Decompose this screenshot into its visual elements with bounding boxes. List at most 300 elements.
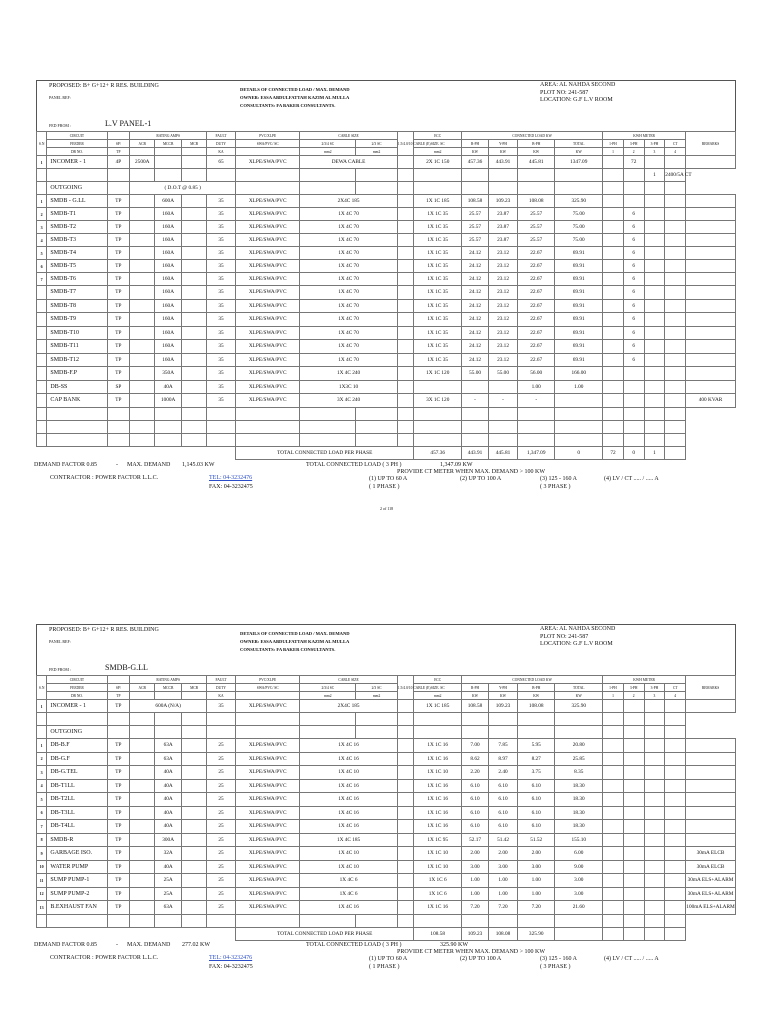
table-cell: 35	[207, 260, 236, 273]
table-cell	[155, 914, 182, 927]
table-cell	[665, 299, 686, 313]
col-rating-header: RATING AMPS	[130, 676, 207, 684]
table-cell	[665, 901, 686, 915]
table-cell: 25	[207, 739, 236, 753]
table-cell: 22.67	[518, 286, 555, 300]
table-cell	[236, 169, 300, 182]
table-cell: 25.57	[462, 221, 489, 234]
table-cell	[130, 847, 155, 861]
table-cell: mm2	[414, 148, 462, 156]
table-cell: 1,347.09	[518, 446, 555, 459]
max-demand-label: MAX. DEMAND	[127, 461, 171, 468]
table-cell: 69.91	[555, 273, 603, 286]
table-cell	[397, 260, 414, 273]
table-cell	[623, 766, 644, 780]
table-cell: 11	[37, 874, 47, 888]
table-cell: 1X 1C 35	[414, 340, 462, 354]
table-cell	[518, 713, 555, 726]
table-row	[37, 766, 736, 780]
location-line: LOCATION: G.F L.V ROOM	[540, 641, 613, 647]
table-cell	[623, 860, 644, 874]
table-cell: 22.67	[518, 299, 555, 313]
table-cell: 443.91	[489, 156, 518, 169]
table-cell	[397, 156, 414, 169]
table-cell	[489, 182, 518, 195]
table-cell	[155, 156, 182, 169]
total-label: TOTAL CONNECTED LOAD PER PHASE	[236, 446, 414, 459]
table-cell	[644, 700, 665, 713]
sheet-footer	[36, 460, 736, 498]
table-cell	[686, 326, 736, 340]
table-cell: 25	[207, 779, 236, 793]
table-cell: 25.57	[462, 208, 489, 221]
table-cell: 8	[37, 833, 47, 847]
table-cell	[644, 874, 665, 888]
table-cell	[603, 260, 624, 273]
table-cell: KW	[518, 692, 555, 700]
table-cell: 6	[623, 273, 644, 286]
table-cell	[665, 752, 686, 766]
table-cell: 1X 4C 70	[300, 234, 397, 247]
table-cell: 1X 4C 10	[300, 847, 397, 861]
table-cell: DUTY	[207, 684, 236, 692]
table-cell: 18.30	[555, 793, 603, 807]
table-cell	[182, 901, 207, 915]
feeder-name: WATER PUMP	[47, 860, 107, 874]
outgoing-row	[37, 726, 736, 739]
table-cell: 35	[207, 195, 236, 208]
feeder-name: SMDB-T11	[47, 340, 107, 354]
table-cell	[130, 901, 155, 915]
table-cell: 350A	[155, 367, 182, 381]
table-cell	[356, 420, 397, 433]
table-cell: 30mA ELS+ALARM	[686, 887, 736, 901]
one-phase: ( 1 PHASE )	[369, 483, 400, 490]
col-connected-load-header: CONNECTED LOAD KW	[462, 676, 603, 684]
panel-ref: PANEL REF:	[49, 95, 71, 100]
table-cell: 457.36	[414, 446, 462, 459]
table-cell: SP/	[107, 140, 130, 148]
table-cell	[182, 779, 207, 793]
table-cell: 6	[623, 299, 644, 313]
table-row	[37, 273, 736, 286]
table-cell: 6.10	[462, 806, 489, 820]
table-cell	[107, 420, 130, 433]
load-schedule-sheet-2	[36, 624, 736, 979]
header-location	[540, 626, 615, 649]
table-cell	[686, 806, 736, 820]
table-cell: 75.00	[555, 208, 603, 221]
table-cell: 160A	[155, 273, 182, 286]
table-cell	[397, 394, 414, 408]
table-cell: 6.10	[489, 779, 518, 793]
header-row	[37, 692, 736, 700]
incomer-row	[37, 156, 736, 169]
table-cell	[603, 195, 624, 208]
table-cell: 69.91	[555, 326, 603, 340]
table-cell	[686, 195, 736, 208]
table-cell: 22.67	[518, 313, 555, 327]
table-cell: 2/3/4 SC	[300, 140, 356, 148]
table-cell	[686, 380, 736, 394]
table-cell	[236, 420, 300, 433]
table-cell	[207, 713, 236, 726]
table-cell	[665, 713, 686, 726]
col-cable-e-header: 1.5/4.0/10 CABLE (E)	[397, 132, 414, 156]
table-cell: mm2	[300, 148, 356, 156]
feeder-name: B.EXHAUST FAN	[47, 901, 107, 915]
table-cell	[623, 806, 644, 820]
table-cell: 1.00	[518, 887, 555, 901]
table-cell: 1X 4C 70	[300, 299, 397, 313]
table-cell	[107, 169, 130, 182]
table-cell: 1.00	[462, 887, 489, 901]
table-cell	[397, 234, 414, 247]
table-cell: KW	[489, 148, 518, 156]
table-cell: KW	[518, 148, 555, 156]
table-cell: 1	[37, 195, 47, 208]
table-cell: 40A	[155, 820, 182, 834]
table-cell: 1X 4C 70	[300, 247, 397, 260]
table-cell	[182, 380, 207, 394]
table-cell: 55.00	[489, 367, 518, 381]
table-cell	[130, 739, 155, 753]
table-cell	[130, 692, 155, 700]
table-cell: 400 KVAR	[686, 394, 736, 408]
table-cell: 108.08	[518, 195, 555, 208]
plot-line: PLOT NO: 241-587	[540, 89, 589, 96]
table-cell: 23.12	[489, 326, 518, 340]
table-cell	[207, 407, 236, 420]
table-cell	[603, 927, 624, 940]
table-cell	[236, 692, 300, 700]
table-cell: 1X 1C 35	[414, 208, 462, 221]
table-cell	[623, 182, 644, 195]
table-cell: 108.58	[462, 195, 489, 208]
demand-factor: DEMAND FACTOR 0.85	[34, 941, 97, 948]
table-cell: 2X4C 185	[300, 195, 397, 208]
option-1: (1) UP TO 60 A	[369, 475, 408, 482]
table-cell: TP	[107, 313, 130, 327]
tel-link[interactable]: TEL: 04-3232476	[209, 474, 253, 481]
table-cell	[665, 420, 686, 433]
table-cell: ACB	[130, 684, 155, 692]
table-cell: XLPE/SWA/PVC	[236, 739, 300, 753]
table-cell	[644, 847, 665, 861]
total-label: TOTAL CONNECTED LOAD PER PHASE	[236, 927, 414, 940]
table-cell	[37, 420, 47, 433]
feeder-name: SMDB-T7	[47, 286, 107, 300]
table-cell	[665, 195, 686, 208]
table-cell: 69.91	[555, 247, 603, 260]
table-cell	[182, 247, 207, 260]
table-cell	[489, 407, 518, 420]
table-cell: 7.20	[489, 901, 518, 915]
table-cell: 25	[207, 833, 236, 847]
table-cell: MCB	[182, 140, 207, 148]
table-cell	[518, 433, 555, 446]
table-cell: 0	[555, 446, 603, 459]
table-cell: 3.00	[518, 860, 555, 874]
table-cell: TP	[107, 286, 130, 300]
table-cell	[603, 208, 624, 221]
table-cell: 1000A	[155, 394, 182, 408]
table-cell: 1X 4C 16	[300, 820, 397, 834]
owner-line: OWNER: ESSA ABDULFATTAH KAZIM AL MULLA	[240, 95, 350, 100]
table-cell	[37, 313, 47, 327]
table-cell: 72	[623, 156, 644, 169]
table-cell	[665, 353, 686, 367]
table-cell: 6.10	[518, 779, 555, 793]
table-cell: 1X 1C 35	[414, 299, 462, 313]
table-cell	[182, 299, 207, 313]
tel-link[interactable]: TEL: 04-3232476	[209, 954, 253, 961]
table-cell: 32A	[155, 847, 182, 861]
table-cell: 1.00	[555, 380, 603, 394]
table-cell	[603, 874, 624, 888]
table-cell	[130, 833, 155, 847]
table-cell: XLPE/SWA/PVC	[236, 326, 300, 340]
table-cell: 3	[37, 766, 47, 780]
table-row	[37, 793, 736, 807]
table-cell	[644, 221, 665, 234]
table-cell: 2X 1C 150	[414, 156, 462, 169]
table-cell	[686, 156, 736, 169]
table-cell	[182, 208, 207, 221]
table-cell	[603, 433, 624, 446]
table-cell	[623, 195, 644, 208]
col-kwh-meter-header: KWH METER	[603, 676, 686, 684]
table-cell: 3-PH	[644, 684, 665, 692]
table-cell: TP	[107, 148, 130, 156]
max-demand-label: MAX. DEMAND	[127, 941, 171, 948]
table-cell	[130, 779, 155, 793]
table-cell: 30mA ELCB	[686, 847, 736, 861]
table-cell: 160A	[155, 247, 182, 260]
table-cell	[686, 752, 736, 766]
option-3: (3) 125 - 160 A	[540, 955, 577, 962]
table-cell: TP	[107, 766, 130, 780]
table-cell: 22.67	[518, 273, 555, 286]
table-cell	[603, 793, 624, 807]
table-cell: TP	[107, 260, 130, 273]
table-cell	[623, 820, 644, 834]
table-cell: 0	[623, 446, 644, 459]
table-cell: 2.00	[489, 847, 518, 861]
table-cell	[300, 182, 356, 195]
table-cell	[644, 286, 665, 300]
table-cell: 108.58	[462, 700, 489, 713]
table-cell: 160A	[155, 208, 182, 221]
table-cell	[182, 326, 207, 340]
table-cell	[603, 820, 624, 834]
ct-row	[37, 169, 736, 182]
table-cell: 1X 1C 16	[414, 820, 462, 834]
table-cell	[397, 874, 414, 888]
table-cell: XLPE/SWA/PVC	[236, 847, 300, 861]
contractor: CONTRACTOR : POWER FACTOR L.L.C.	[50, 474, 159, 481]
table-cell: MCCB	[155, 684, 182, 692]
table-cell: 5	[37, 247, 47, 260]
table-cell: 12	[37, 887, 47, 901]
table-cell	[182, 420, 207, 433]
table-cell	[37, 407, 47, 420]
feeder-name: SMDB-T6	[47, 273, 107, 286]
table-cell	[623, 433, 644, 446]
table-cell: 8.35	[555, 766, 603, 780]
table-cell	[130, 380, 155, 394]
table-cell: 1X 1C 185	[414, 700, 462, 713]
consultants-line: CONSULTANTS: FA BAKER CONSULTANTS.	[240, 647, 336, 652]
table-cell	[644, 326, 665, 340]
table-cell: 18.30	[555, 779, 603, 793]
table-cell: 3X 1C 120	[414, 394, 462, 408]
table-cell: 69.91	[555, 286, 603, 300]
feeder-name: SMDB-T8	[47, 299, 107, 313]
col-cable-size-header: CABLE SIZE	[300, 676, 397, 684]
table-cell: 8.27	[518, 752, 555, 766]
feeder-name: SMDB-T9	[47, 313, 107, 327]
table-cell: 23.12	[489, 299, 518, 313]
table-cell	[603, 806, 624, 820]
feeder-name: CAP BANK	[47, 394, 107, 408]
table-cell	[462, 407, 489, 420]
table-cell	[182, 234, 207, 247]
dash: -	[116, 941, 118, 948]
table-cell: 3.00	[555, 887, 603, 901]
table-cell	[47, 713, 107, 726]
table-cell: 6.00	[555, 847, 603, 861]
table-cell: CT	[665, 140, 686, 148]
table-cell: 3.75	[518, 766, 555, 780]
one-phase: ( 1 PHASE )	[369, 963, 400, 970]
table-cell	[489, 914, 518, 927]
table-cell	[397, 713, 414, 726]
table-cell	[356, 182, 397, 195]
table-cell	[623, 367, 644, 381]
table-cell	[397, 726, 414, 739]
table-cell: SIZE. SC	[414, 684, 462, 692]
table-cell: SP/	[107, 684, 130, 692]
table-cell: 1X 4C 70	[300, 286, 397, 300]
table-cell: 2.00	[518, 847, 555, 861]
table-cell: 1X 1C 10	[414, 860, 462, 874]
table-cell	[236, 914, 300, 927]
table-cell: 300A	[155, 833, 182, 847]
table-cell: 30mA ELCB	[686, 860, 736, 874]
table-cell	[414, 182, 462, 195]
table-cell	[665, 221, 686, 234]
table-cell: 6	[623, 326, 644, 340]
table-cell	[130, 313, 155, 327]
table-cell	[623, 739, 644, 753]
table-cell: 4	[665, 148, 686, 156]
table-cell: 1X 1C 35	[414, 273, 462, 286]
table-cell: 24.12	[462, 340, 489, 354]
table-cell	[518, 420, 555, 433]
table-cell	[37, 433, 47, 446]
table-cell	[37, 286, 47, 300]
table-cell: 1X 4C 6	[300, 887, 397, 901]
table-cell: TP	[107, 779, 130, 793]
table-cell: 24.12	[462, 247, 489, 260]
table-row	[37, 833, 736, 847]
table-cell: 160A	[155, 340, 182, 354]
table-cell: XLPE/SWA/PVC	[236, 299, 300, 313]
table-cell	[182, 860, 207, 874]
table-cell	[397, 806, 414, 820]
table-cell: 1-PH	[603, 140, 624, 148]
table-cell: 1X 4C 16	[300, 901, 397, 915]
header-details	[240, 86, 350, 110]
feeder-name: SMDB-T10	[47, 326, 107, 340]
table-cell: 25.57	[462, 234, 489, 247]
table-cell: 2	[37, 208, 47, 221]
table-row	[37, 353, 736, 367]
table-cell	[489, 169, 518, 182]
feeder-name: SMDB-T12	[47, 353, 107, 367]
table-cell	[603, 156, 624, 169]
table-cell: 1X 1C 185	[414, 195, 462, 208]
table-cell	[37, 914, 47, 927]
table-cell	[603, 860, 624, 874]
table-cell: 35	[207, 353, 236, 367]
table-cell: 160A	[155, 326, 182, 340]
table-cell	[182, 353, 207, 367]
table-cell	[397, 779, 414, 793]
table-cell: 25.57	[518, 221, 555, 234]
table-cell	[644, 927, 665, 940]
table-cell	[107, 713, 130, 726]
table-cell	[665, 793, 686, 807]
feeder-name: SMDB-R	[47, 833, 107, 847]
table-cell	[182, 367, 207, 381]
table-cell	[130, 806, 155, 820]
table-cell: 1X 4C 10	[300, 860, 397, 874]
table-cell	[130, 766, 155, 780]
table-cell	[603, 700, 624, 713]
table-cell: 23.12	[489, 247, 518, 260]
table-cell: 65	[207, 156, 236, 169]
table-cell: 109.23	[462, 927, 489, 940]
table-cell: 5	[37, 793, 47, 807]
table-cell	[397, 901, 414, 915]
fed-from-row	[36, 663, 736, 675]
table-cell: MCB	[182, 684, 207, 692]
header-details	[240, 630, 350, 654]
table-cell: 1X 1C 6	[414, 874, 462, 888]
col-rating-header: RATING AMPS	[130, 132, 207, 140]
fax: FAX: 04-3232475	[209, 963, 253, 970]
table-cell: 1X 4C 16	[300, 793, 397, 807]
table-cell	[644, 182, 665, 195]
table-cell: 2400/5A CT	[665, 169, 686, 182]
table-cell	[155, 407, 182, 420]
table-row	[37, 286, 736, 300]
table-row	[37, 380, 736, 394]
feeder-name: SUMP PUMP-1	[47, 874, 107, 888]
table-cell: 35	[207, 286, 236, 300]
table-cell: 1	[603, 692, 624, 700]
table-row	[37, 247, 736, 260]
table-cell: TOTAL	[555, 684, 603, 692]
table-cell	[603, 247, 624, 260]
table-cell	[644, 779, 665, 793]
table-cell	[130, 340, 155, 354]
col-fault-header: FAULT	[207, 676, 236, 684]
table-cell: 1X 4C 240	[300, 367, 397, 381]
table-cell: 22.67	[518, 326, 555, 340]
